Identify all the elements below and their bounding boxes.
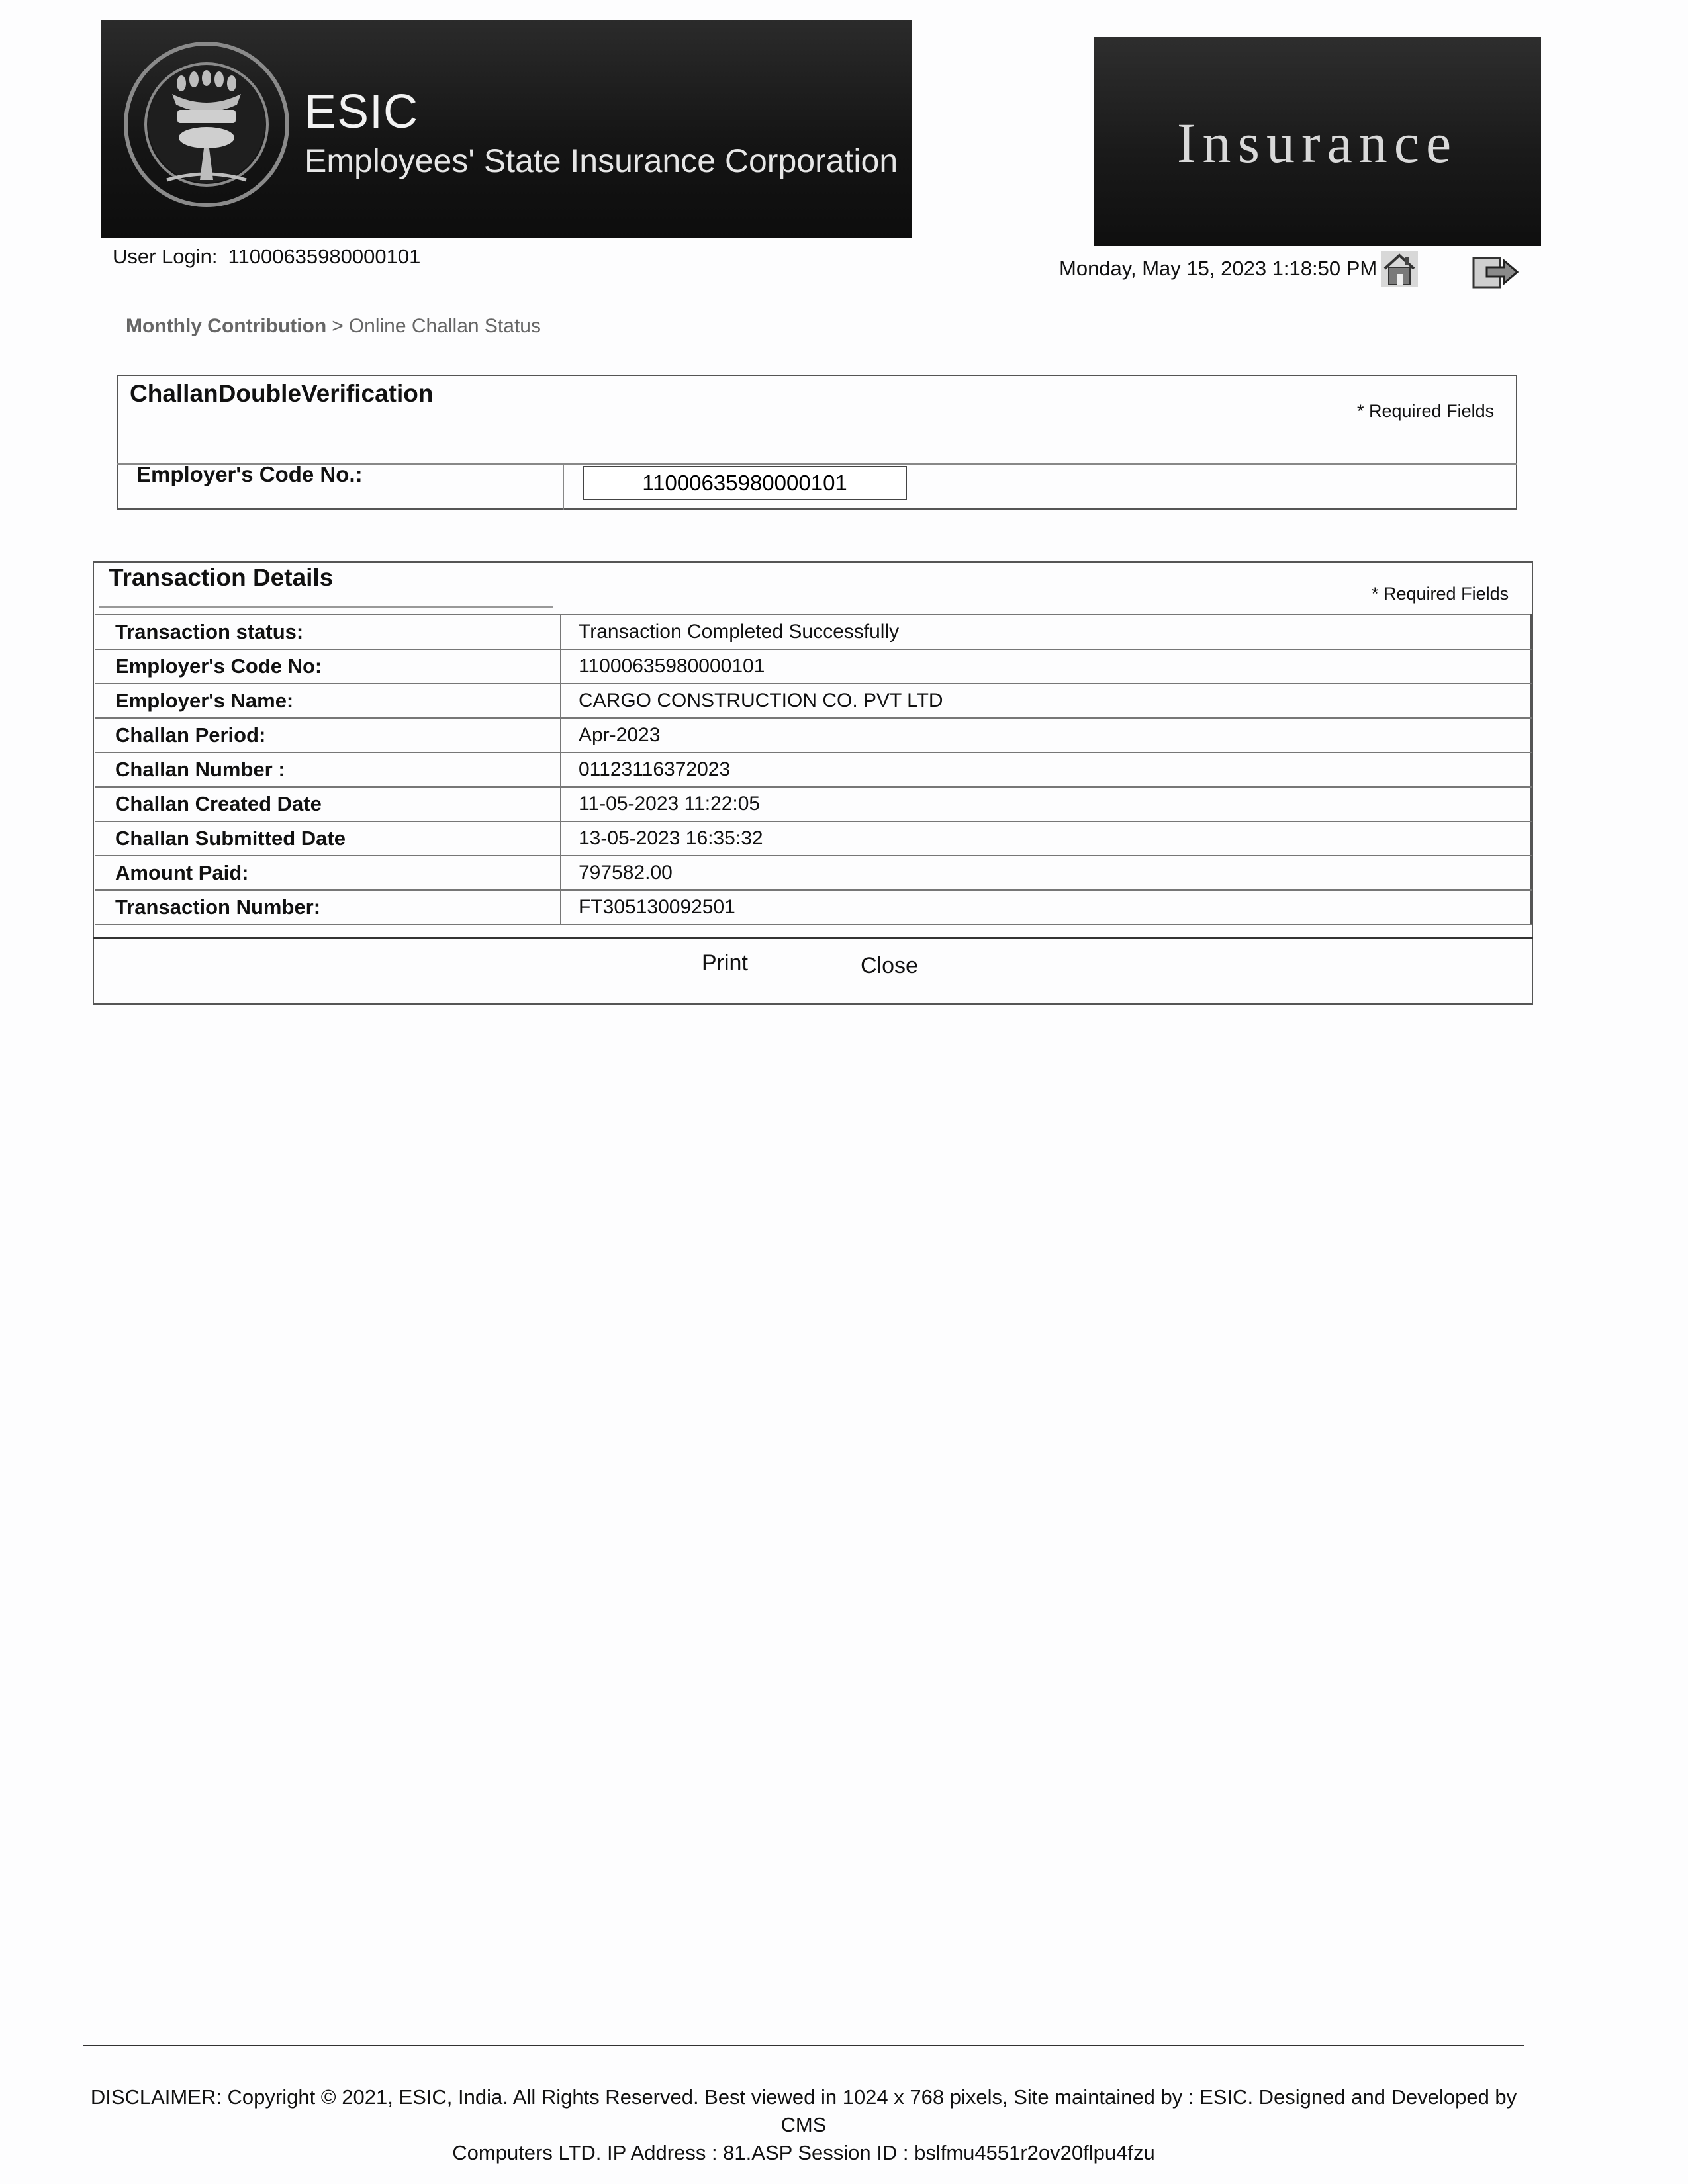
table-row <box>95 615 1531 649</box>
action-row-divider <box>93 937 1533 939</box>
table-row <box>95 649 1531 684</box>
table-row <box>95 890 1531 925</box>
insurance-banner-text: Insurance <box>1176 111 1458 175</box>
table-row <box>95 752 1531 787</box>
row-value-challan-number: 01123116372023 <box>561 752 1531 787</box>
close-button[interactable]: Close <box>861 953 918 978</box>
verification-title: ChallanDoubleVerification <box>130 380 434 407</box>
row-label-amount-paid: Amount Paid: <box>95 856 561 890</box>
row-value-employer-code: 11000635980000101 <box>561 649 1531 684</box>
table-row <box>95 684 1531 718</box>
table-row <box>95 856 1531 890</box>
employer-code-label: Employer's Code No.: <box>136 462 363 486</box>
transaction-required-note: * Required Fields <box>1372 584 1509 604</box>
row-value-transaction-number: FT305130092501 <box>561 890 1531 925</box>
footer-divider <box>83 2045 1524 2046</box>
row-value-amount-paid: 797582.00 <box>561 856 1531 890</box>
row-label-challan-submitted-date: Challan Submitted Date <box>95 821 561 856</box>
row-value-challan-submitted-date: 13-05-2023 16:35:32 <box>561 821 1531 856</box>
breadcrumb-online-challan-status: Online Challan Status <box>348 315 541 337</box>
row-value-challan-created-date: 11-05-2023 11:22:05 <box>561 787 1531 821</box>
row-value-transaction-status: Transaction Completed Successfully <box>561 615 1531 649</box>
row-label-challan-period: Challan Period: <box>95 718 561 752</box>
verification-column-separator <box>563 463 564 510</box>
row-label-challan-number: Challan Number : <box>95 752 561 787</box>
breadcrumb <box>126 315 541 338</box>
current-datetime: Monday, May 15, 2023 1:18:50 PM <box>1059 257 1378 280</box>
brand-full-name: Employees' State Insurance Corporation <box>305 142 898 179</box>
verification-required-note: * Required Fields <box>1357 401 1495 421</box>
table-row <box>95 787 1531 821</box>
row-value-employer-name: CARGO CONSTRUCTION CO. PVT LTD <box>561 684 1531 718</box>
table-row <box>95 718 1531 752</box>
logout-icon[interactable] <box>1472 254 1520 290</box>
transaction-title-underline <box>99 606 553 608</box>
brand-short-name: ESIC <box>305 85 419 138</box>
footer-disclaimer <box>83 2083 1524 2167</box>
user-login <box>113 245 420 269</box>
row-label-transaction-status: Transaction status: <box>95 615 561 649</box>
user-login-label: User Login: <box>113 245 218 268</box>
row-label-employer-name: Employer's Name: <box>95 684 561 718</box>
user-login-value: 11000635980000101 <box>228 245 421 268</box>
disclaimer-line-2: Computers LTD. IP Address : 81.ASP Session ID : bslfmu4551r2ov20flpu4fzu <box>452 2141 1155 2164</box>
disclaimer-line-1: DISCLAIMER: Copyright © 2021, ESIC, India. All Rights Reserved. Best viewed in 1024 x 768 pixels, Site maintained by : ESIC. Designed and Developed by CMS <box>90 2085 1517 2136</box>
row-value-challan-period: Apr-2023 <box>561 718 1531 752</box>
row-label-employer-code: Employer's Code No: <box>95 649 561 684</box>
row-label-transaction-number: Transaction Number: <box>95 890 561 925</box>
home-icon[interactable] <box>1381 251 1418 287</box>
employer-code-input[interactable] <box>583 466 907 500</box>
print-button[interactable]: Print <box>702 950 748 976</box>
table-row <box>95 821 1531 856</box>
breadcrumb-separator: > <box>332 315 344 337</box>
transaction-details-table <box>95 614 1532 925</box>
row-label-challan-created-date: Challan Created Date <box>95 787 561 821</box>
transaction-title: Transaction Details <box>109 564 334 591</box>
esic-emblem-icon <box>120 38 293 210</box>
breadcrumb-monthly-contribution[interactable]: Monthly Contribution <box>126 315 327 337</box>
